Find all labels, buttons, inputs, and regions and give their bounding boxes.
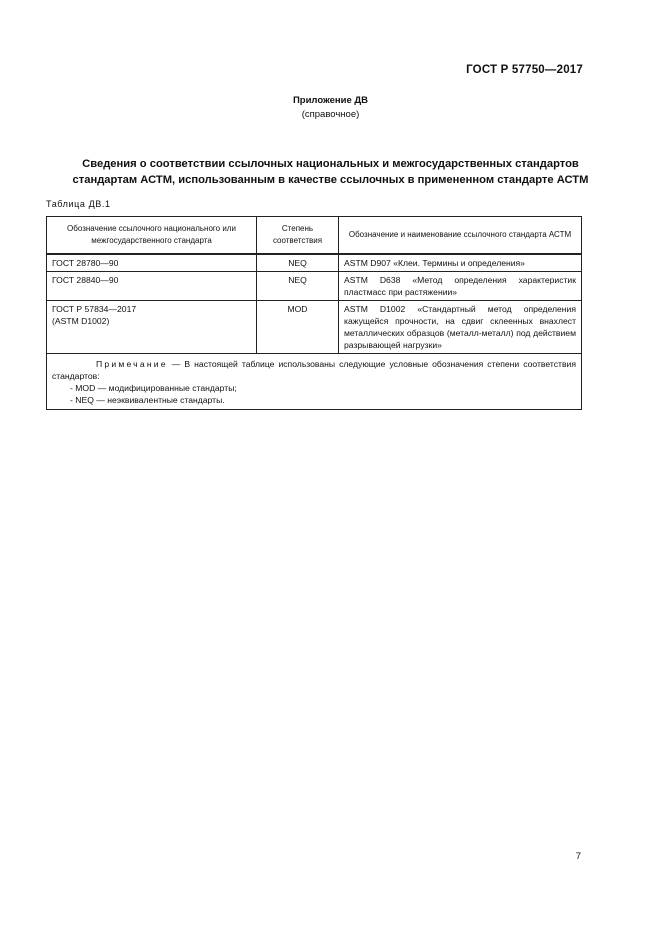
appendix-block <box>0 94 661 122</box>
note-item-neq: - NEQ — неэквивалентные стандарты. <box>70 395 225 405</box>
cell-standard: ГОСТ 28780—90 <box>47 254 257 272</box>
column-header-degree: Степень соответствия <box>257 217 339 255</box>
table-row <box>47 301 582 354</box>
appendix-title: Приложение ДВ <box>292 95 369 106</box>
table-caption: Таблица ДВ.1 <box>46 199 111 209</box>
standard-astm-equivalent: (ASTM D1002) <box>52 316 110 326</box>
document-number: ГОСТ Р 57750—2017 <box>466 64 583 76</box>
cell-astm: ASTM D907 «Клеи. Термины и определения» <box>339 254 582 272</box>
cell-astm: ASTM D638 «Метод определения характеристик пластмасс при растяжении» <box>339 272 582 301</box>
note-label: Примечание <box>96 359 168 369</box>
column-header-astm: Обозначение и наименование ссылочного стандарта АСТМ <box>339 217 582 255</box>
cell-standard <box>47 301 257 354</box>
standard-designation: ГОСТ Р 57834—2017 <box>52 304 137 314</box>
table-note-row <box>47 354 582 410</box>
note-text <box>52 358 576 382</box>
correspondence-table <box>46 216 582 410</box>
cell-astm: ASTM D1002 «Стандартный метод определения кажущейся прочности, на сдвиг склеенных внахлест металлических образцов (металл-металл) под действием разрывающей нагрузки» <box>339 301 582 354</box>
column-header-standard: Обозначение ссылочного национального или межгосударственного стандарта <box>47 217 257 255</box>
table-note <box>47 354 582 410</box>
cell-degree: NEQ <box>257 254 339 272</box>
note-body: — В настоящей таблице использованы следующие условные обозначения степени соответствия стандартов: <box>52 359 576 381</box>
table-header-row <box>47 217 582 255</box>
cell-standard: ГОСТ 28840—90 <box>47 272 257 301</box>
cell-degree: MOD <box>257 301 339 354</box>
appendix-subtitle: (справочное) <box>301 109 360 120</box>
heading-line-1: Сведения о соответствии ссылочных национальных и межгосударственных стандартов <box>82 158 579 170</box>
cell-degree: NEQ <box>257 272 339 301</box>
table-row <box>47 254 582 272</box>
heading-line-2: стандартам АСТМ, использованным в качестве ссылочных в примененном стандарте АСТМ <box>72 174 589 186</box>
page-number: 7 <box>575 851 581 862</box>
table-row <box>47 272 582 301</box>
note-item-mod: - MOD — модифицированные стандарты; <box>70 383 237 393</box>
section-heading <box>40 156 621 188</box>
